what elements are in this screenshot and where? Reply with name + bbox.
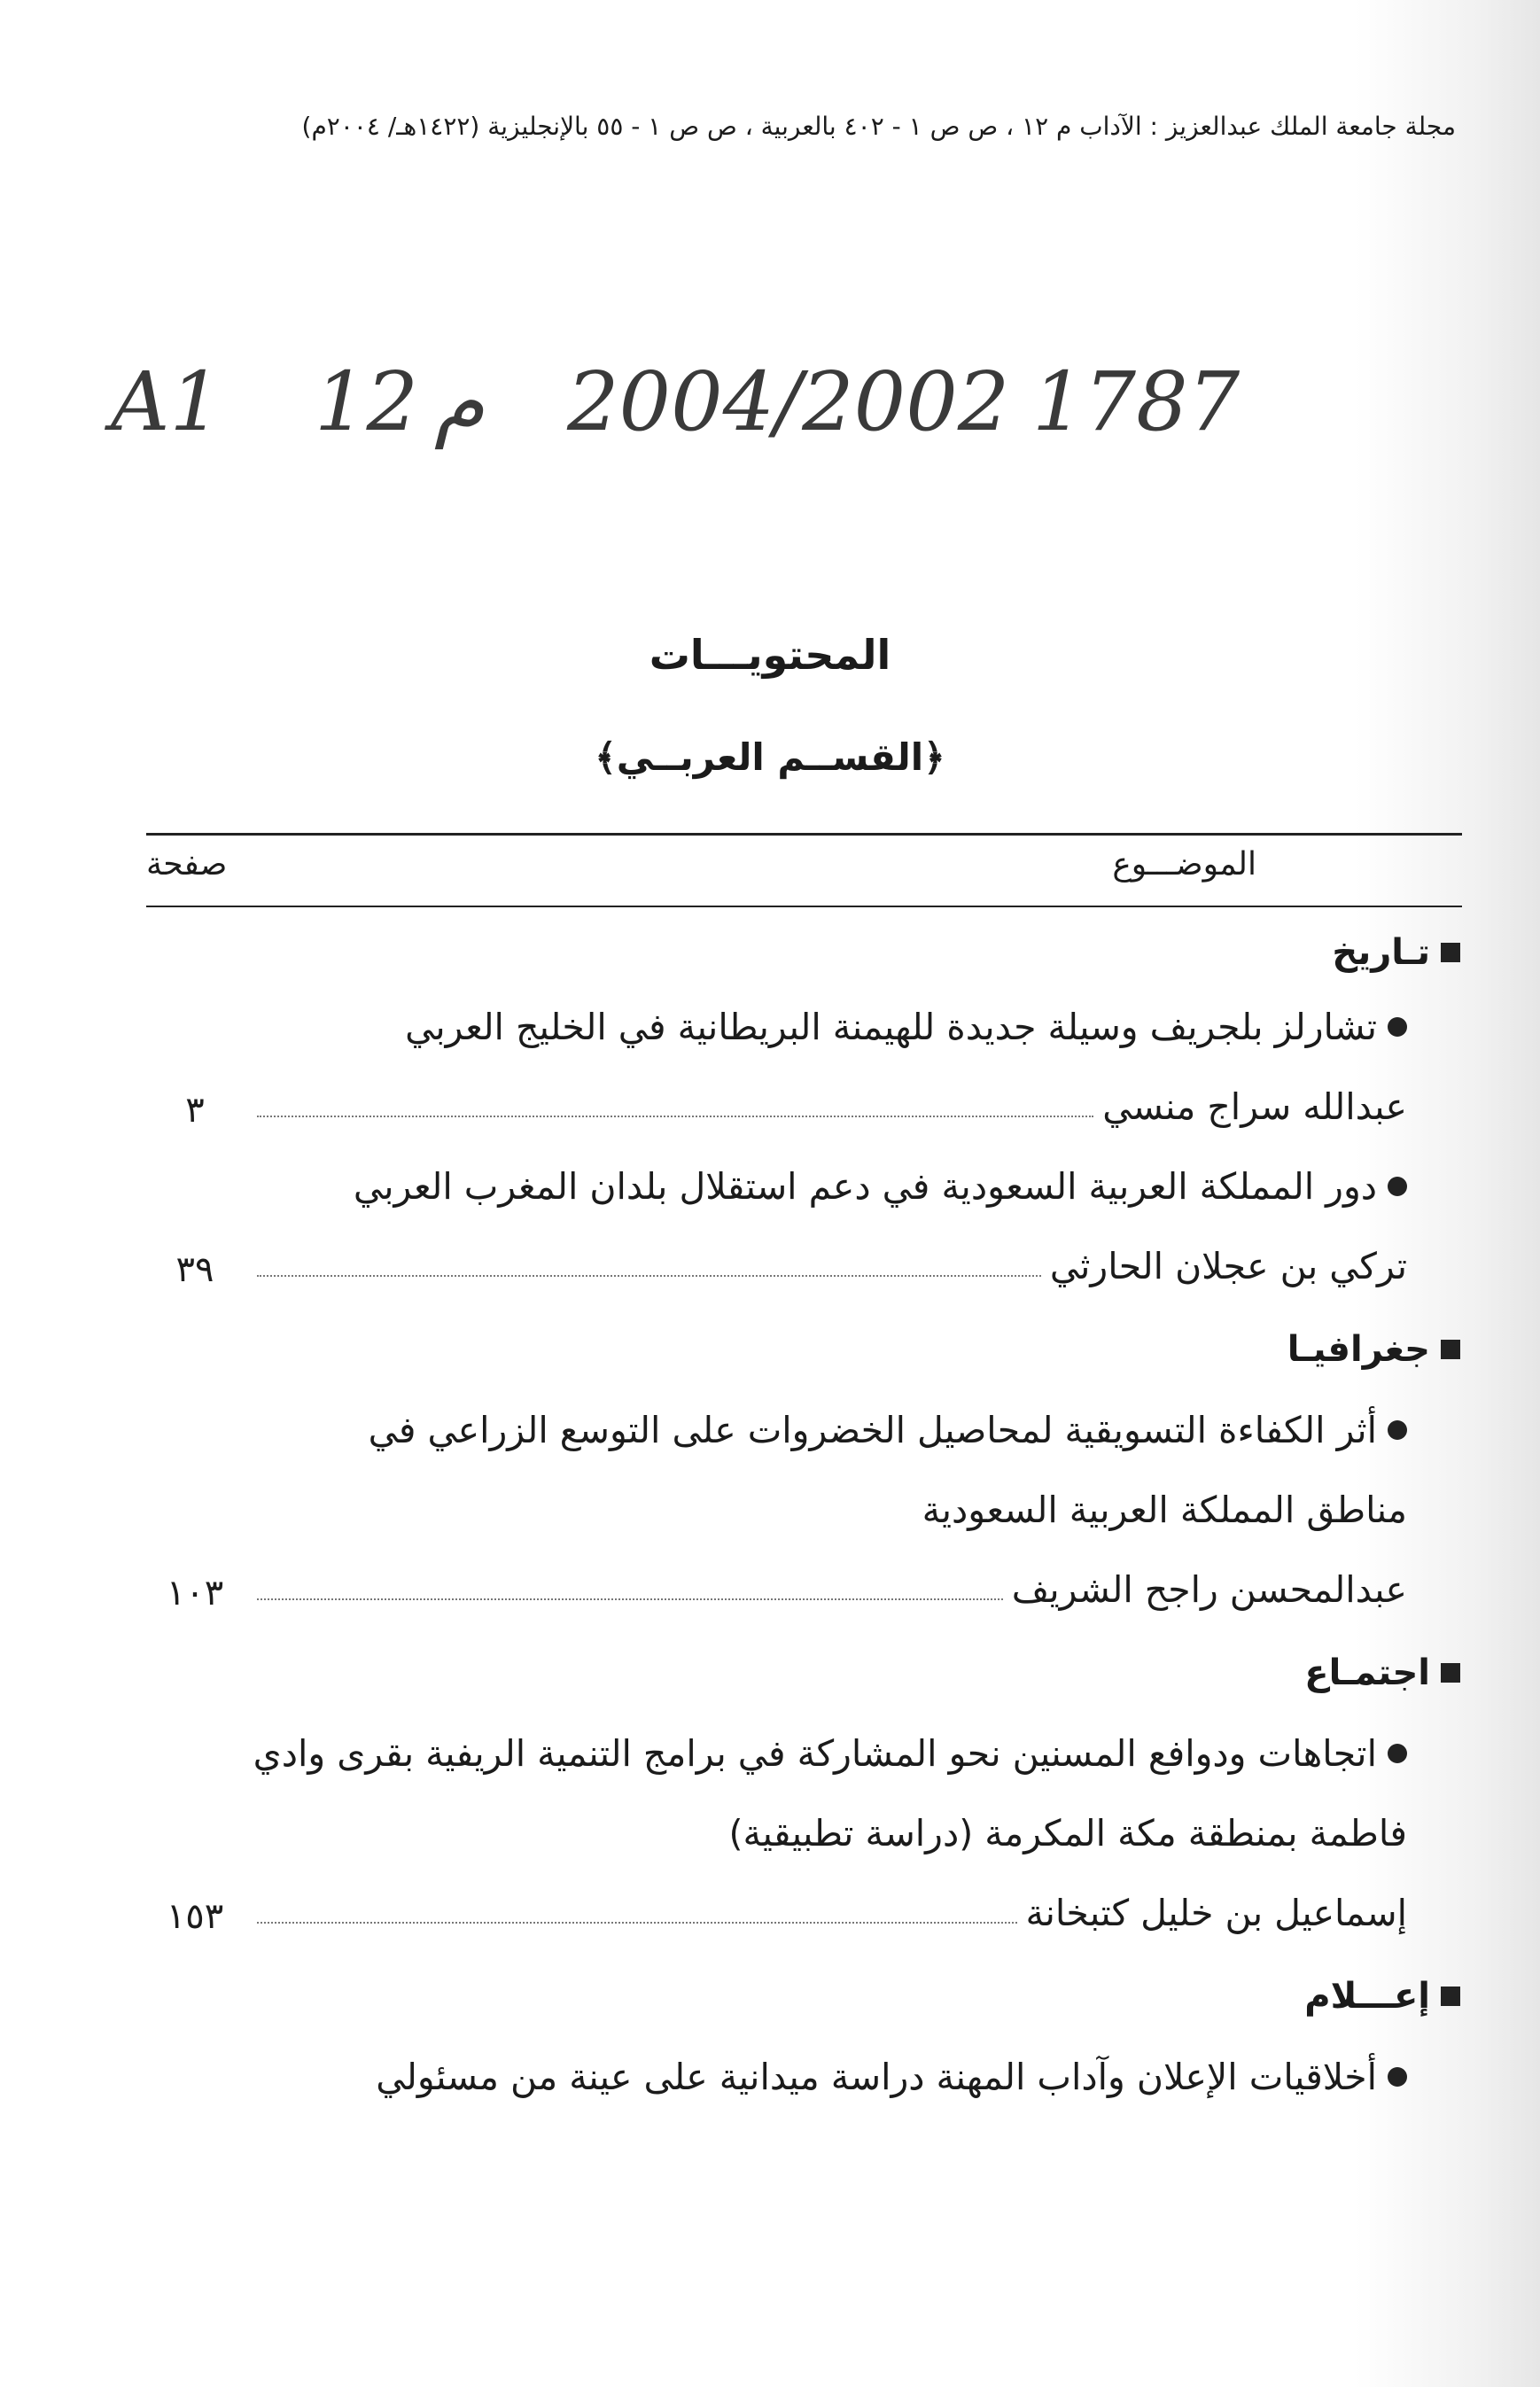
category-geography [1287,1329,1460,1370]
entry-page-number: ١٥٣ [166,1896,224,1937]
dot-leader [257,1922,1017,1924]
header-bottom-rule [146,906,1462,907]
entry-title-line: فاطمة بمنطقة مكة المكرمة (دراسة تطبيقية) [728,1812,1407,1854]
square-bullet-icon [1441,1987,1460,2006]
handwritten-annotation [102,354,1325,461]
column-page-label: صفحة [146,846,228,882]
entry-page-number: ٣٩ [175,1249,214,1290]
dot-leader [257,1275,1041,1277]
entry-author: عبدالمحسن راجح الشريف [1011,1568,1407,1611]
entry-author-row [257,1085,1407,1128]
category-media [1304,1976,1460,2017]
handwritten-number: 1787 [1032,354,1241,449]
entry-page-number: ٣ [185,1090,205,1131]
dot-leader [257,1116,1093,1117]
entry-title-line: اتجاهات ودوافع المسنين نحو المشاركة في برامج التنمية الريفية بقرى وادي [253,1732,1407,1775]
bullet-icon [1388,1744,1407,1763]
entry-title-line: أخلاقيات الإعلان وآداب المهنة دراسة ميدانية على عينة من مسئولي [376,2056,1407,2098]
square-bullet-icon [1441,1340,1460,1359]
category-sociology [1304,1652,1460,1693]
bullet-icon [1388,1420,1407,1440]
category-label: جغرافيـا [1287,1329,1430,1370]
entry-page-number: ١٠٣ [166,1573,224,1613]
square-bullet-icon [1441,1663,1460,1683]
square-bullet-icon [1441,943,1460,962]
handwritten-years: 2004/2002 [567,354,1010,449]
handwritten-mim: م [434,354,485,449]
bullet-icon [1388,1017,1407,1037]
entry-author: تركي بن عجلان الحارثي [1049,1245,1407,1287]
category-label: تـاريخ [1332,932,1430,973]
entry-author-row [257,1245,1407,1287]
bullet-icon [1388,2067,1407,2087]
entry-author-row [257,1568,1407,1611]
entry-author: عبدالله سراج منسي [1102,1085,1407,1128]
entry-author: إسماعيل بن خليل كتبخانة [1025,1892,1407,1934]
column-topic-label: الموضـــوع [1112,846,1256,882]
entry-title-line: أثر الكفاءة التسويقية لمحاصيل الخضروات على التوسع الزراعي في [369,1409,1407,1451]
bullet-icon [1388,1177,1407,1196]
section-title: ﴿القســم العربــي﴾ [595,735,945,779]
page-title: المحتويـــات [649,631,891,679]
entry-title-line: دور المملكة العربية السعودية في دعم استقلال بلدان المغرب العربي [354,1165,1407,1208]
entry-author-row [257,1892,1407,1934]
category-label: اجتمـاع [1304,1652,1430,1693]
entry-title-line: تشارلز بلجريف وسيلة جديدة للهيمنة البريطانية في الخليج العربي [405,1006,1407,1048]
entry-title-line: مناطق المملكة العربية السعودية [922,1489,1407,1531]
dot-leader [257,1598,1003,1600]
journal-citation: مجلة جامعة الملك عبدالعزيز : الآداب م ١٢ ، ص ص ١ - ٤٠٢ بالعربية ، ص ص ١ - ٥٥ بالإنجليزية (١٤٢٢هـ/ ٢٠٠٤م) [301,112,1456,141]
handwritten-a1: A1 [111,354,222,449]
category-history [1332,932,1460,973]
header-top-rule [146,833,1462,836]
handwritten-volume: 12 [315,354,419,449]
category-label: إعـــلام [1304,1976,1430,2017]
